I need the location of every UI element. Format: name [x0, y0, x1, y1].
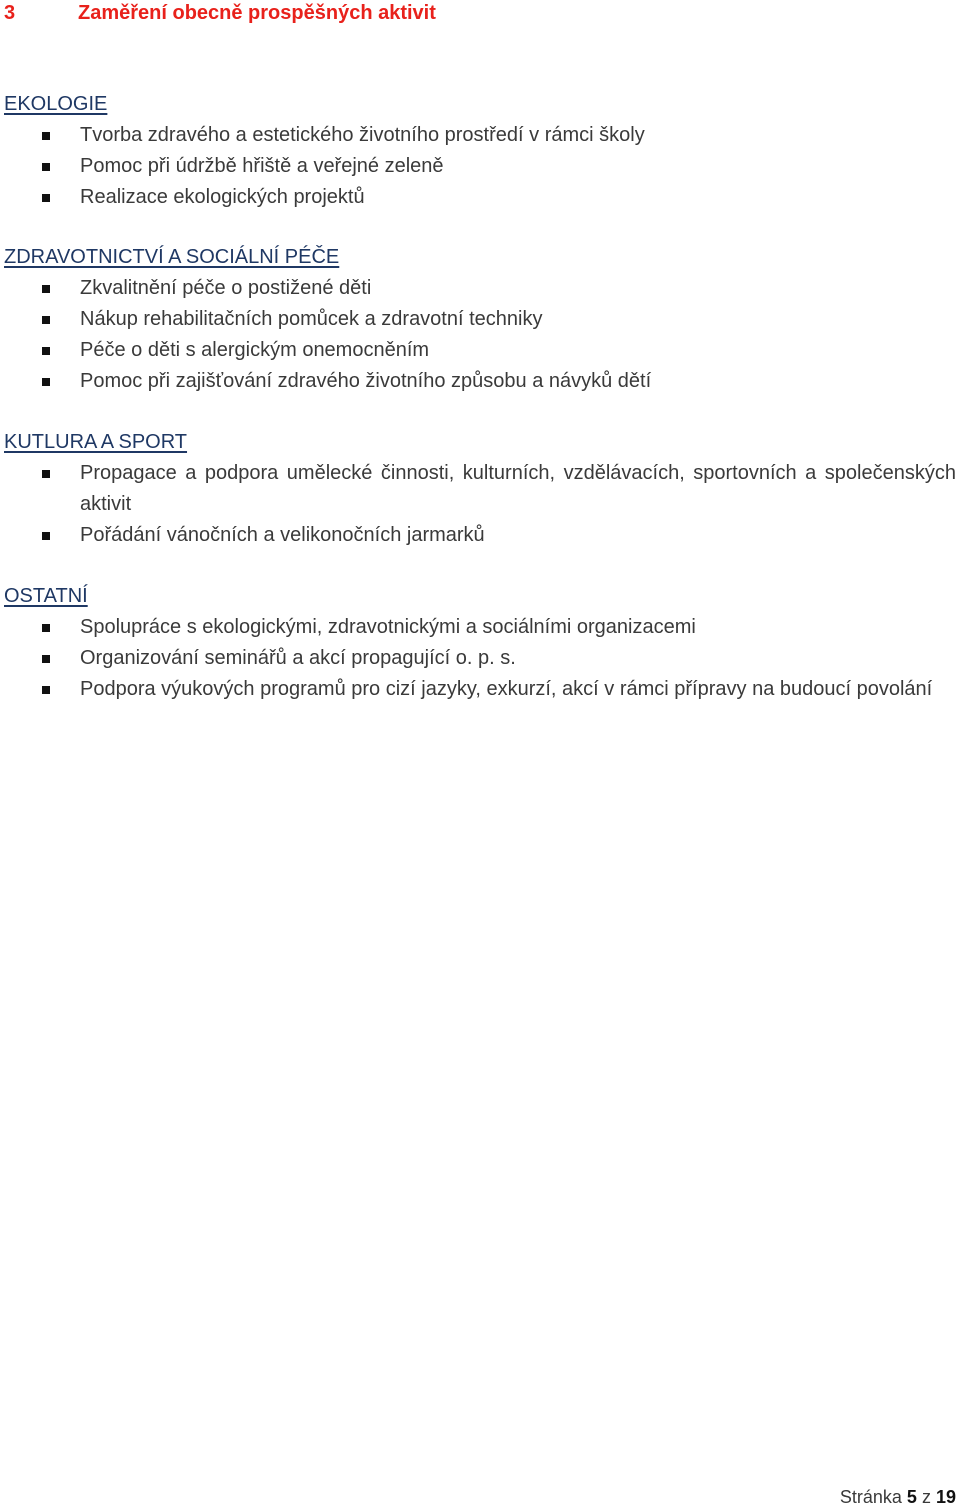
list-item-text: Péče o děti s alergickým onemocněním: [80, 339, 430, 361]
list-item: [4, 182, 956, 213]
list-item-text: Zkvalitnění péče o postižené děti: [80, 277, 372, 299]
list-item-text: Pomoc při údržbě hřiště a veřejné zeleně: [80, 155, 444, 177]
list-item-text: Podpora výukových programů pro cizí jazyky, exkurzí, akcí v rámci přípravy na budoucí povolání: [80, 678, 933, 700]
list-item-text: Propagace a podpora umělecké činnosti, kulturních, vzdělávacích, sportovních a společenských aktivit: [80, 462, 956, 515]
list-item-text: Spolupráce s ekologickými, zdravotnickými a sociálními organizacemi: [80, 616, 696, 638]
list-item: [4, 643, 956, 674]
list-item: [4, 520, 956, 551]
footer-separator: z: [921, 1487, 931, 1507]
square-bullet-icon: [42, 163, 50, 171]
square-bullet-icon: [42, 655, 50, 663]
list-item: [4, 120, 956, 151]
list-item: [4, 612, 956, 643]
list-item: [4, 273, 956, 304]
list-item: [4, 151, 956, 182]
square-bullet-icon: [42, 624, 50, 632]
list-item-text: Realizace ekologických projektů: [80, 186, 365, 208]
list-item-text: Nákup rehabilitačních pomůcek a zdravotní techniky: [80, 308, 543, 330]
bullet-list: [4, 612, 956, 705]
list-item: [4, 304, 956, 335]
section-title: EKOLOGIE: [4, 93, 108, 115]
list-item-text: Organizování seminářů a akcí propagující o. p. s.: [80, 647, 516, 669]
square-bullet-icon: [42, 285, 50, 293]
section-ostatni: [4, 581, 956, 705]
list-item-text: Pořádání vánočních a velikonočních jarmarků: [80, 524, 485, 546]
square-bullet-icon: [42, 470, 50, 478]
chapter-title: Zaměření obecně prospěšných aktivit: [78, 2, 436, 24]
section-title: KUTLURA A SPORT: [4, 431, 188, 453]
square-bullet-icon: [42, 194, 50, 202]
bullet-list: [4, 120, 956, 213]
square-bullet-icon: [42, 347, 50, 355]
chapter-heading: [4, 0, 436, 26]
square-bullet-icon: [42, 316, 50, 324]
bullet-list: [4, 458, 956, 551]
square-bullet-icon: [42, 378, 50, 386]
current-page-number: 5: [906, 1487, 917, 1507]
square-bullet-icon: [42, 532, 50, 540]
section-title: OSTATNÍ: [4, 585, 88, 607]
chapter-number: 3: [4, 2, 16, 24]
list-item: [4, 366, 956, 397]
section-kultura-sport: [4, 427, 956, 551]
list-item: [4, 458, 956, 520]
footer-label: Stránka: [839, 1487, 902, 1507]
square-bullet-icon: [42, 132, 50, 140]
list-item: [4, 674, 956, 705]
section-zdravotnictvi: [4, 242, 956, 397]
list-item: [4, 335, 956, 366]
bullet-list: [4, 273, 956, 397]
total-pages-number: 19: [935, 1487, 956, 1507]
section-ekologie: [4, 89, 956, 213]
list-item-text: Pomoc při zajišťování zdravého životního způsobu a návyků dětí: [80, 370, 652, 392]
square-bullet-icon: [42, 686, 50, 694]
list-item-text: Tvorba zdravého a estetického životního prostředí v rámci školy: [80, 124, 645, 146]
page-footer: [840, 1484, 956, 1510]
section-title: ZDRAVOTNICTVÍ A SOCIÁLNÍ PÉČE: [4, 246, 340, 268]
